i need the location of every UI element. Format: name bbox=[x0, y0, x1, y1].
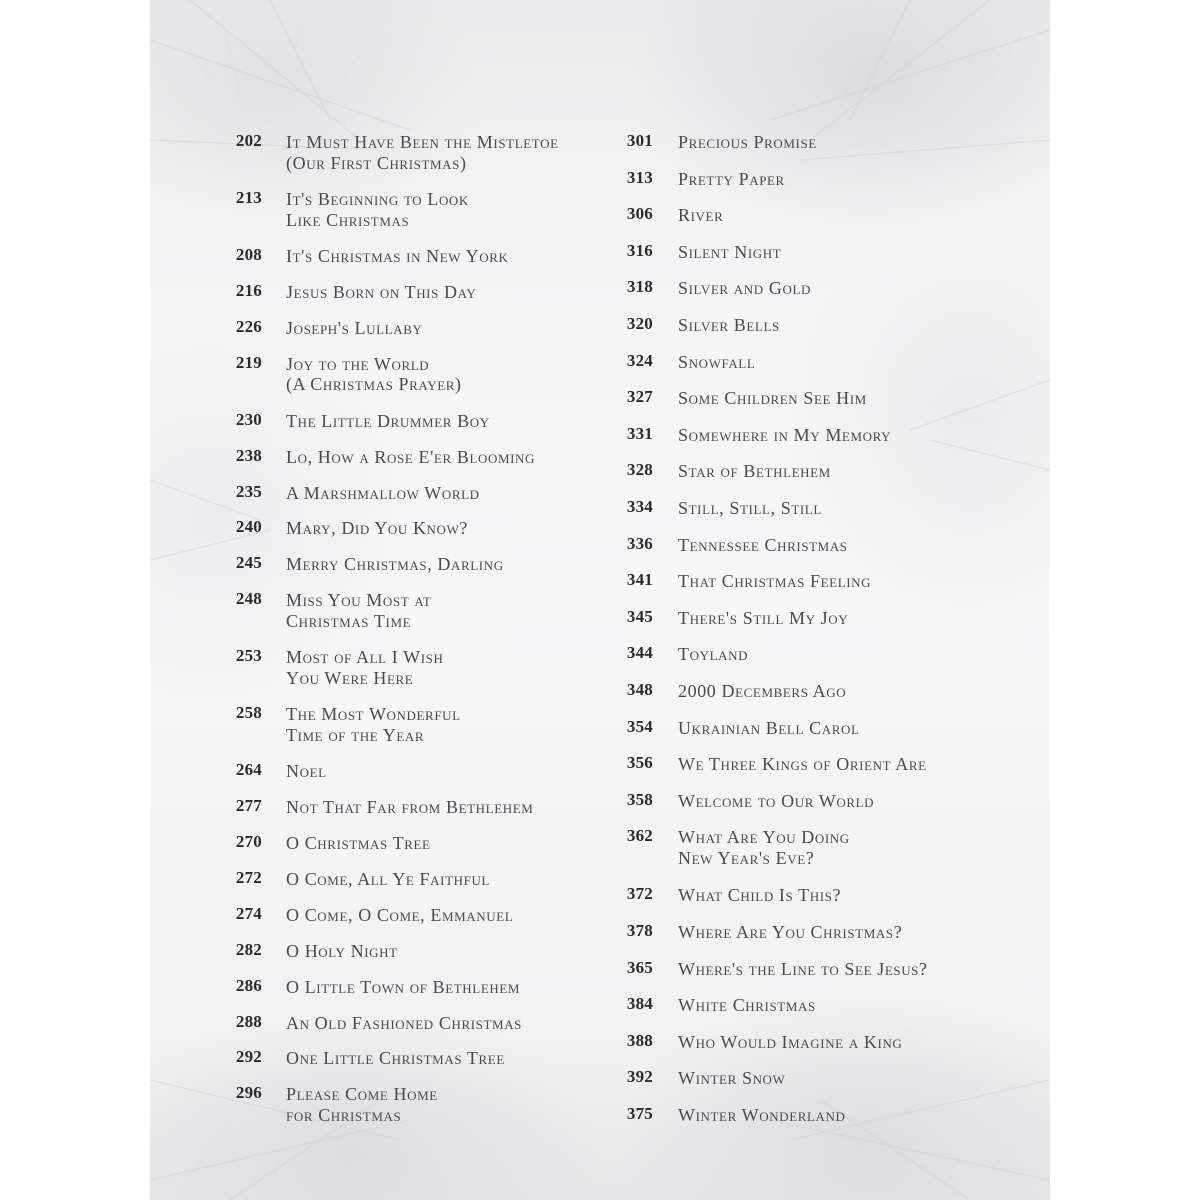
toc-song-title-line: Some Children See Him bbox=[678, 388, 867, 409]
toc-page-number: 365 bbox=[626, 957, 653, 977]
toc-page-number: 277 bbox=[235, 796, 262, 816]
toc-song-title-line: Silent Night bbox=[678, 241, 782, 262]
toc-page-number: 358 bbox=[626, 789, 653, 809]
toc-song-title-line: O Little Town of Bethlehem bbox=[286, 976, 521, 997]
toc-page-number: 208 bbox=[235, 245, 262, 264]
toc-page-number: 264 bbox=[235, 760, 262, 780]
toc-page-number: 345 bbox=[626, 606, 653, 626]
toc-song-title bbox=[678, 827, 850, 868]
toc-song-title-line: One Little Christmas Tree bbox=[286, 1048, 505, 1069]
toc-page-number: 356 bbox=[626, 753, 653, 773]
toc-page-number: 272 bbox=[235, 867, 262, 887]
toc-page-number: 270 bbox=[235, 832, 262, 851]
toc-song-title bbox=[678, 169, 785, 190]
toc-song-title bbox=[678, 959, 928, 980]
toc-song-title-line: Joseph's Lullaby bbox=[286, 317, 423, 338]
toc-song-title bbox=[678, 885, 841, 906]
toc-song-title bbox=[286, 411, 490, 432]
toc-page-number: 372 bbox=[626, 884, 653, 904]
toc-song-title bbox=[286, 189, 469, 230]
toc-song-title bbox=[678, 315, 780, 336]
toc-song-title-line: Ukrainian Bell Carol bbox=[678, 717, 860, 738]
toc-song-title-line: Noel bbox=[286, 761, 327, 782]
toc-page-number: 226 bbox=[235, 316, 262, 336]
toc-song-title-line: You Were Here bbox=[286, 667, 414, 688]
toc-page-number: 327 bbox=[626, 387, 653, 407]
toc-song-title-line: That Christmas Feeling bbox=[678, 571, 872, 592]
toc-song-title bbox=[678, 132, 817, 153]
songbook-page bbox=[150, 0, 1050, 1200]
toc-song-title-line: for Christmas bbox=[286, 1104, 402, 1125]
toc-page-number: 375 bbox=[626, 1104, 653, 1123]
toc-song-title bbox=[678, 352, 755, 373]
toc-song-title-line: It's Christmas in New York bbox=[286, 246, 509, 266]
toc-song-title-line: Mary, Did You Know? bbox=[286, 518, 468, 539]
toc-song-title bbox=[678, 995, 816, 1016]
toc-page-number: 384 bbox=[626, 994, 653, 1014]
toc-page-number: 388 bbox=[626, 1030, 653, 1050]
toc-song-title bbox=[678, 718, 860, 739]
toc-song-title-line: What Are You Doing bbox=[678, 827, 850, 848]
toc-song-title-line: Joy to the World bbox=[286, 353, 430, 374]
toc-page-number: 336 bbox=[626, 533, 653, 553]
toc-song-title-line: Where's the Line to See Jesus? bbox=[678, 958, 928, 979]
toc-song-title-line: Time of the Year bbox=[286, 724, 425, 745]
toc-song-title bbox=[678, 461, 831, 482]
toc-page-number: 240 bbox=[235, 517, 262, 537]
toc-page-number: 301 bbox=[626, 131, 653, 150]
toc-page-number: 230 bbox=[235, 409, 262, 429]
toc-song-title-line: It Must Have Been the Mistletoe bbox=[286, 132, 559, 152]
toc-page-number: 213 bbox=[235, 188, 262, 207]
toc-song-title bbox=[286, 761, 327, 782]
toc-song-title bbox=[286, 941, 398, 962]
toc-page-number: 258 bbox=[235, 703, 262, 723]
toc-song-title-line: Silver Bells bbox=[678, 315, 780, 335]
toc-song-title-line: Tennessee Christmas bbox=[678, 534, 848, 555]
toc-song-title-line: 2000 Decembers Ago bbox=[678, 681, 847, 701]
toc-song-title bbox=[286, 704, 461, 745]
toc-song-title bbox=[286, 1048, 505, 1069]
toc-song-title-line: O Come, O Come, Emmanuel bbox=[286, 904, 514, 925]
toc-page-number: 324 bbox=[626, 350, 653, 370]
toc-song-title-line: Not That Far from Bethlehem bbox=[286, 797, 534, 818]
toc-page-number: 378 bbox=[626, 921, 653, 940]
toc-song-title bbox=[286, 905, 513, 926]
toc-song-title-line: Welcome to Our World bbox=[678, 790, 875, 811]
toc-song-title-line: Toyland bbox=[678, 644, 749, 665]
toc-song-title bbox=[678, 425, 891, 446]
toc-song-title bbox=[678, 205, 723, 226]
toc-song-title bbox=[286, 354, 462, 395]
toc-song-title-line: New Year's Eve? bbox=[678, 847, 815, 868]
toc-page-number: 334 bbox=[626, 497, 653, 516]
toc-song-title bbox=[678, 278, 811, 299]
toc-song-title-line: Pretty Paper bbox=[678, 168, 785, 189]
toc-song-title bbox=[286, 797, 533, 818]
toc-page-number: 296 bbox=[235, 1083, 262, 1103]
toc-song-title-line: The Most Wonderful bbox=[286, 704, 461, 725]
toc-song-title-line: Christmas Time bbox=[286, 610, 412, 631]
toc-song-title bbox=[286, 869, 490, 890]
toc-page-number: 292 bbox=[235, 1047, 262, 1067]
toc-song-title-line: Winter Snow bbox=[678, 1068, 786, 1089]
toc-song-title-line: Please Come Home bbox=[286, 1084, 438, 1105]
toc-song-title bbox=[286, 590, 431, 631]
toc-song-title-line: An Old Fashioned Christmas bbox=[286, 1012, 523, 1033]
toc-page-number: 318 bbox=[626, 277, 653, 297]
toc-song-title bbox=[678, 644, 748, 665]
toc-page-number: 216 bbox=[235, 280, 262, 300]
toc-song-title bbox=[678, 535, 848, 556]
toc-page-number: 202 bbox=[235, 131, 262, 150]
toc-song-title-line: Snowfall bbox=[678, 351, 756, 372]
toc-song-title-line: O Holy Night bbox=[286, 940, 398, 961]
toc-song-title bbox=[678, 1032, 902, 1053]
toc-song-title-line: Silver and Gold bbox=[678, 278, 811, 299]
toc-song-title bbox=[286, 1084, 438, 1125]
toc-page-number: 306 bbox=[626, 204, 653, 224]
toc-page-number: 313 bbox=[626, 167, 653, 187]
toc-song-title bbox=[286, 518, 468, 539]
toc-page-number: 362 bbox=[626, 826, 653, 846]
toc-page-number: 286 bbox=[235, 975, 262, 995]
toc-page-number: 392 bbox=[626, 1067, 653, 1087]
toc-page-number: 328 bbox=[626, 460, 653, 480]
toc-song-title bbox=[286, 554, 504, 575]
toc-song-title bbox=[678, 791, 874, 812]
toc-page-number: 235 bbox=[235, 481, 262, 501]
toc-song-title-line: Jesus Born on This Day bbox=[286, 281, 477, 302]
toc-song-title bbox=[678, 608, 848, 629]
toc-song-title-line: River bbox=[678, 205, 724, 226]
toc-song-title-line: (A Christmas Prayer) bbox=[286, 374, 462, 395]
toc-page-number: 253 bbox=[235, 646, 262, 666]
toc-page-number: 344 bbox=[626, 643, 653, 663]
toc-song-title-line: We Three Kings of Orient Are bbox=[678, 754, 927, 775]
toc-song-title-line: O Come, All Ye Faithful bbox=[286, 868, 490, 889]
toc-page-number: 354 bbox=[626, 716, 653, 736]
toc-page-number: 348 bbox=[626, 680, 653, 699]
toc-song-title-line: A Marshmallow World bbox=[286, 482, 480, 503]
toc-page-number: 219 bbox=[235, 352, 262, 372]
toc-page-number: 320 bbox=[626, 314, 653, 333]
toc-page-number: 282 bbox=[235, 939, 262, 959]
toc-song-title-line: Star of Bethlehem bbox=[678, 461, 831, 482]
toc-song-title-line: Like Christmas bbox=[286, 209, 410, 230]
toc-song-title-line: White Christmas bbox=[678, 995, 816, 1016]
toc-song-title-line: Precious Promise bbox=[678, 132, 817, 152]
toc-page-number: 316 bbox=[626, 240, 653, 260]
toc-song-title-line: Who Would Imagine a King bbox=[678, 1031, 903, 1052]
toc-song-title-line: (Our First Christmas) bbox=[286, 152, 467, 173]
toc-song-title-line: O Christmas Tree bbox=[286, 833, 431, 853]
toc-song-title bbox=[286, 483, 480, 504]
toc-song-title bbox=[286, 647, 443, 688]
toc-song-title bbox=[286, 132, 559, 173]
toc-page-number: 288 bbox=[235, 1011, 262, 1031]
toc-song-title-line: Lo, How a Rose E'er Blooming bbox=[286, 446, 536, 467]
toc-page-number: 341 bbox=[626, 570, 653, 590]
toc-song-title bbox=[678, 754, 927, 775]
toc-song-title bbox=[678, 571, 871, 592]
toc-song-title bbox=[286, 1013, 522, 1034]
toc-song-title-line: Winter Wonderland bbox=[678, 1105, 846, 1125]
toc-song-title bbox=[678, 498, 822, 519]
toc-song-title bbox=[678, 1068, 785, 1089]
toc-song-title-line: Where Are You Christmas? bbox=[678, 922, 903, 942]
toc-song-title bbox=[286, 318, 422, 339]
toc-page-number: 238 bbox=[235, 445, 262, 465]
toc-song-title bbox=[678, 1105, 846, 1126]
toc-page-number: 248 bbox=[235, 589, 262, 609]
toc-song-title bbox=[678, 242, 781, 263]
toc-song-title-line: Miss You Most at bbox=[286, 590, 432, 611]
toc-page-number: 274 bbox=[235, 903, 262, 923]
toc-song-title bbox=[286, 977, 520, 998]
toc-song-title-line: The Little Drummer Boy bbox=[286, 410, 490, 431]
toc-page-number: 245 bbox=[235, 553, 262, 573]
toc-song-title-line: It's Beginning to Look bbox=[286, 189, 469, 209]
toc-song-title-line: Somewhere in My Memory bbox=[678, 424, 892, 445]
toc-song-title-line: There's Still My Joy bbox=[678, 607, 849, 628]
toc-song-title-line: What Child Is This? bbox=[678, 885, 842, 906]
toc-song-title bbox=[286, 833, 431, 854]
toc-song-title bbox=[678, 681, 846, 702]
toc-song-title bbox=[286, 246, 508, 267]
toc-page-number: 331 bbox=[626, 423, 653, 443]
toc-song-title bbox=[286, 282, 476, 303]
toc-song-title-line: Still, Still, Still bbox=[678, 498, 822, 518]
toc-song-title-line: Most of All I Wish bbox=[286, 647, 444, 668]
toc-song-title bbox=[286, 447, 535, 468]
toc-song-title bbox=[678, 388, 867, 409]
toc-song-title bbox=[678, 922, 902, 943]
toc-song-title-line: Merry Christmas, Darling bbox=[286, 554, 504, 575]
